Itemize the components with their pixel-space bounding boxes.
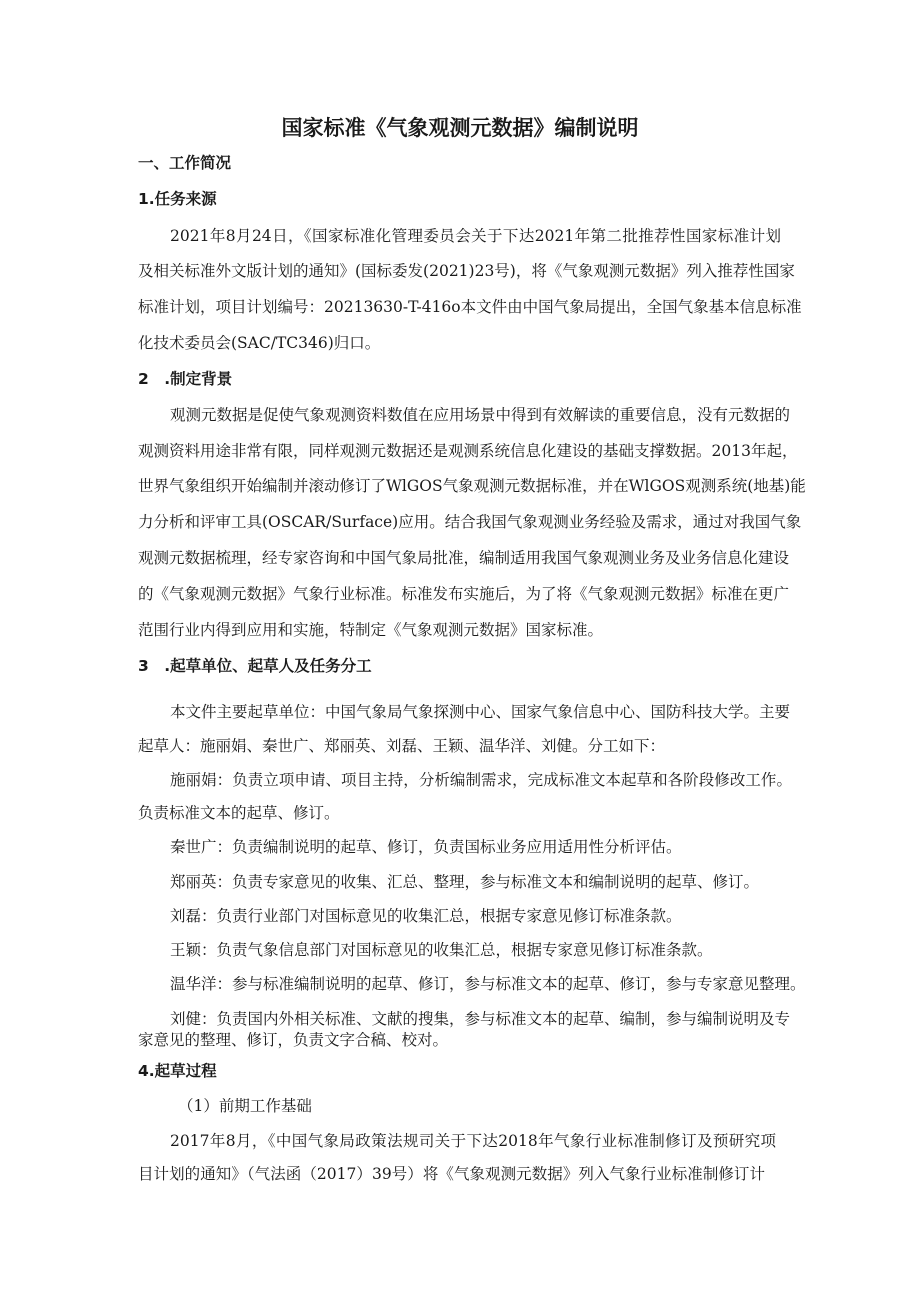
section-heading-work-overview: 一、工作简况: [138, 154, 232, 172]
sub-item-heading: （1）前期工作基础: [178, 1097, 312, 1115]
paragraph-line: 家意见的整理、修订，负责文字合稿、校对。: [138, 1031, 449, 1049]
subsection-heading-drafting-process: 4.起草过程: [138, 1062, 217, 1080]
paragraph-line: 刘磊：负责行业部门对国标意见的收集汇总，根据专家意见修订标准条款。: [170, 907, 682, 925]
subsection-heading-task-source: 1.任务来源: [138, 190, 217, 208]
paragraph-line: 及相关标准外文版计划的通知》(国标委发(2021)23号)，将《气象观测元数据》列入推荐性国家: [138, 262, 795, 280]
paragraph-line: 秦世广：负责编制说明的起草、修订，负责国标业务应用适用性分析评估。: [170, 838, 682, 856]
paragraph-line: 王颖：负责气象信息部门对国标意见的收集汇总，根据专家意见修订标准条款。: [170, 941, 713, 959]
paragraph-line: 化技术委员会(SAC/TC346)归口。: [138, 334, 381, 352]
paragraph-line: 标准计划，项目计划编号：20213630-T-416o本文件由中国气象局提出，全国气象基本信息标准: [138, 298, 802, 316]
paragraph-line: 刘健：负责国内外相关标准、文献的搜集，参与标准文本的起草、编制，参与编制说明及专: [170, 1010, 791, 1028]
paragraph-line: 郑丽英：负责专家意见的收集、汇总、整理，参与标准文本和编制说明的起草、修订。: [170, 873, 760, 891]
paragraph-line: 温华洋：参与标准编制说明的起草、修订，参与标准文本的起草、修订，参与专家意见整理。: [170, 975, 806, 993]
paragraph-line: 观测资料用途非常有限，同样观测元数据还是观测系统信息化建设的基础支撑数据。2013年起，: [138, 442, 798, 460]
paragraph-line: 的《气象观测元数据》气象行业标准。标准发布实施后，为了将《气象观测元数据》标准在更广: [138, 585, 790, 603]
paragraph-line: 目计划的通知》（气法函（2017）39号）将《气象观测元数据》列入气象行业标准制修订计: [138, 1165, 765, 1183]
paragraph-line: 2021年8月24日，《国家标准化管理委员会关于下达2021年第二批推荐性国家标准计划: [170, 227, 781, 245]
paragraph-line: 2017年8月，《中国气象局政策法规司关于下达2018年气象行业标准制修订及预研究项: [170, 1132, 776, 1150]
subsection-heading-background: 2 .制定背景: [138, 370, 233, 388]
paragraph-line: 世界气象组织开始编制并滚动修订了WlGOS气象观测元数据标准，并在WlGOS观测系统(地基)能: [138, 477, 806, 495]
paragraph-line: 力分析和评审工具(OSCAR/Surface)应用。结合我国气象观测业务经验及需求，通过对我国气象: [138, 513, 802, 531]
paragraph-line: 范围行业内得到应用和实施，特制定《气象观测元数据》国家标准。: [138, 621, 604, 639]
paragraph-line: 本文件主要起草单位：中国气象局气象探测中心、国家气象信息中心、国防科技大学。主要: [170, 703, 791, 721]
paragraph-line: 起草人：施丽娟、秦世广、郑丽英、刘磊、王颖、温华洋、刘健。分工如下：: [138, 737, 666, 755]
subsection-heading-drafters: 3 .起草单位、起草人及任务分工: [138, 657, 372, 675]
paragraph-line: 观测元数据梳理，经专家咨询和中国气象局批准，编制适用我国气象观测业务及业务信息化建设: [138, 549, 790, 567]
paragraph-line: 观测元数据是促使气象观测资料数值在应用场景中得到有效解读的重要信息，没有元数据的: [170, 406, 791, 424]
paragraph-line: 施丽娟：负责立项申请、项目主持，分析编制需求，完成标准文本起草和各阶段修改工作。: [170, 771, 792, 789]
paragraph-line: 负责标准文本的起草、修订。: [138, 804, 340, 822]
document-title: 国家标准《气象观测元数据》编制说明: [281, 116, 639, 140]
